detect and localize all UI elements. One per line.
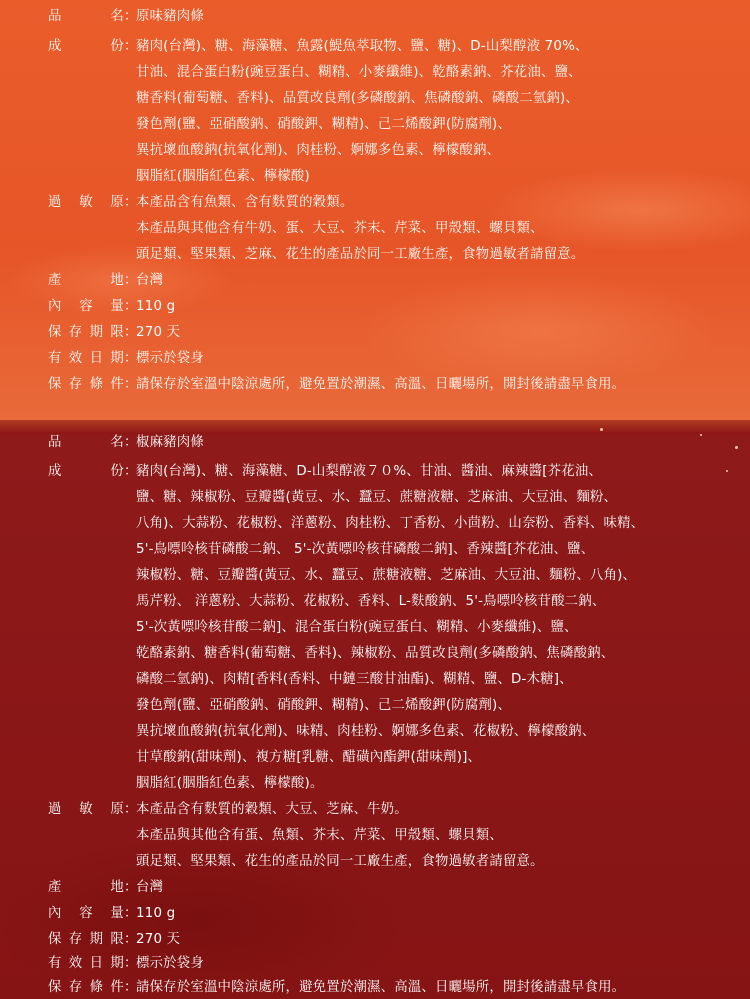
decorative-speck: [600, 428, 603, 431]
p1-origin-label: 產 地: [48, 273, 124, 288]
p2-shelf-row: 保 存 期 限 ： 270 天: [48, 927, 180, 953]
p1-content-label: 內 容 量: [48, 299, 124, 314]
p1-content-row: 內 容 量 ： 110 g: [48, 294, 175, 320]
p2-origin-label: 產 地: [48, 880, 124, 895]
p2-content-row: 內 容 量 ： 110 g: [48, 901, 175, 927]
p2-shelf-label: 保 存 期 限: [48, 932, 124, 947]
p2-storage-value: 請保存於室溫中陰涼處所，避免置於潮濕、高溫、日曬場所，開封後請盡早食用。: [136, 980, 626, 995]
p1-shelf-row: 保 存 期 限 ： 270 天: [48, 320, 180, 346]
p1-storage-row: 保 存 條 件 ： 請保存於室溫中陰涼處所，避免置於潮濕、高溫、日曬場所，開封後請盡早食用。: [48, 372, 625, 398]
p1-name-row: 品 名 ： 原味豬肉條: [48, 4, 204, 30]
p2-ingredients-label: 成 份: [48, 464, 124, 479]
p1-ingredients-label: 成 份: [48, 39, 124, 54]
p2-storage-label: 保 存 條 件: [48, 980, 124, 995]
p2-name-label: 品 名: [48, 435, 124, 450]
p2-allergen-label: 過 敏 原: [48, 802, 124, 817]
p2-origin-value: 台灣: [136, 880, 164, 895]
p1-name-value: 原味豬肉條: [136, 9, 204, 24]
p1-origin-row: 產 地 ： 台灣: [48, 268, 163, 294]
p1-ingredients-row: 成 份 ：: [48, 34, 136, 60]
p1-storage-label: 保 存 條 件: [48, 377, 124, 392]
decorative-speck: [700, 434, 702, 436]
p1-name-label: 品 名: [48, 9, 124, 24]
p1-allergen-row: 過 敏 原 ：: [48, 190, 136, 216]
p2-content-value: 110 g: [136, 906, 176, 921]
decorative-speck: [735, 446, 738, 449]
p2-name-row: 品 名 ： 椒麻豬肉條: [48, 430, 204, 456]
product-original-panel: 品 名 ： 原味豬肉條 成 份 ： 豬肉(台灣)、糖、海藻糖、魚露(鯷魚萃取物、鹽、糖)、D-山梨醇液 70%、 甘油、混合蛋白粉(豌豆蛋白、糊精、小麥纖維)、乾酪素鈉、芥花油、鹽、 糖香料(葡萄糖、香料)、品質改良劑(多磷酸鈉、焦磷酸鈉、磷酸二氫鈉)、 發色劑(鹽、亞硝酸鈉、硝酸鉀、糊精)、己二烯酸鉀(防腐劑)、 異抗壞血酸鈉(抗氧化劑)、肉桂粉、婀娜多色素、檸檬酸鈉、 胭脂紅(胭脂紅色素、檸檬酸) 過 敏 原 ： 本產品含有魚類、含有麩質的穀類。 本產品與其他含有牛奶、蛋、大豆、芥末、芹菜、甲殼類、螺貝類、 頭足類、堅果類、芝麻、花生的產品於同一工廠生產，食物過敏者請留意。 產 地 ： 台灣 內 容 量 ： 110 g 保 存 期 限 ： 270 天 有 效 日 期 ： 標示於袋身 保 存 條 件 ： 請保存於室溫中陰涼處所，避免置於潮濕、高溫、日曬場所，開封後請盡早食用。: [0, 0, 750, 420]
p1-expiry-row: 有 效 日 期 ： 標示於袋身: [48, 346, 204, 372]
product-spicy-panel: 品 名 ： 椒麻豬肉條 成 份 ： 豬肉(台灣)、糖、海藻糖、D-山梨醇液７０%、甘油、醬油、麻辣醬[芥花油、 鹽、糖、辣椒粉、豆瓣醬(黃豆、水、蠶豆、蔗糖液糖、芝麻油、大豆油、麵粉、 八角)、大蒜粉、花椒粉、洋蔥粉、肉桂粉、丁香粉、小茴粉、山奈粉、香料、味精、 5'-鳥嘌呤核苷磷酸二鈉、 5'-次黃嘌呤核苷磷酸二鈉]、香辣醬[芥花油、鹽、 辣椒粉、糖、豆瓣醬(黃豆、水、蠶豆、蔗糖液糖、芝麻油、大豆油、麵粉、八角)、 馬芹粉、 洋蔥粉、大蒜粉、花椒粉、香料、L-麩酸鈉、5'-鳥嘌呤核苷酸二鈉、 5'-次黃嘌呤核苷酸二鈉]、混合蛋白粉(豌豆蛋白、糊精、小麥纖維)、鹽、 乾酪素鈉、糖香料(葡萄糖、香料)、辣椒粉、品質改良劑(多磷酸鈉、焦磷酸鈉、 磷酸二氫鈉)、肉精[香料(香料、中鏈三酸甘油酯)、糊精、鹽、D-木糖]、 發色劑(鹽、亞硝酸鈉、硝酸鉀、糊精)、己二烯酸鉀(防腐劑)、 異抗壞血酸鈉(抗氧化劑)、味精、肉桂粉、婀娜多色素、花椒粉、檸檬酸鈉、 甘草酸鈉(甜味劑)、複方糖[乳糖、醋磺內酯鉀(甜味劑)]、 胭脂紅(胭脂紅色素、檸檬酸)。 過 敏 原 ： 本產品含有麩質的穀類、大豆、芝麻、牛奶。 本產品與其他含有蛋、魚類、芥末、芹菜、甲殼類、螺貝類、 頭足類、堅果類、花生的產品於同一工廠生產，食物過敏者請留意。 產 地 ： 台灣 內 容 量 ： 110 g 保 存 期 限 ： 270 天 有 效 日 期 ： 標示於袋身 保 存 條 件 ： 請保存於室溫中陰涼處所，避免置於潮濕、高溫、日曬場所，開封後請盡早食用。: [0, 420, 750, 999]
p2-shelf-value: 270 天: [136, 932, 181, 947]
p2-expiry-value: 標示於袋身: [136, 956, 204, 971]
p2-content-label: 內 容 量: [48, 906, 124, 921]
p2-storage-row: 保 存 條 件 ： 請保存於室溫中陰涼處所，避免置於潮濕、高溫、日曬場所，開封後請盡早食用。: [48, 975, 625, 999]
p2-expiry-label: 有 效 日 期: [48, 956, 124, 971]
p1-shelf-value: 270 天: [136, 325, 181, 340]
decorative-speck: [726, 470, 728, 472]
p1-storage-value: 請保存於室溫中陰涼處所，避免置於潮濕、高溫、日曬場所，開封後請盡早食用。: [136, 377, 626, 392]
p1-allergen-label: 過 敏 原: [48, 195, 124, 210]
p2-name-value: 椒麻豬肉條: [136, 435, 204, 450]
p1-expiry-label: 有 效 日 期: [48, 351, 124, 366]
p2-expiry-row: 有 效 日 期 ： 標示於袋身: [48, 951, 204, 977]
p1-shelf-label: 保 存 期 限: [48, 325, 124, 340]
p2-allergen-row: 過 敏 原 ：: [48, 797, 136, 823]
p1-expiry-value: 標示於袋身: [136, 351, 204, 366]
p1-origin-value: 台灣: [136, 273, 164, 288]
p2-origin-row: 產 地 ： 台灣: [48, 875, 163, 901]
p2-ingredients-row: 成 份 ：: [48, 459, 136, 485]
p1-content-value: 110 g: [136, 299, 176, 314]
